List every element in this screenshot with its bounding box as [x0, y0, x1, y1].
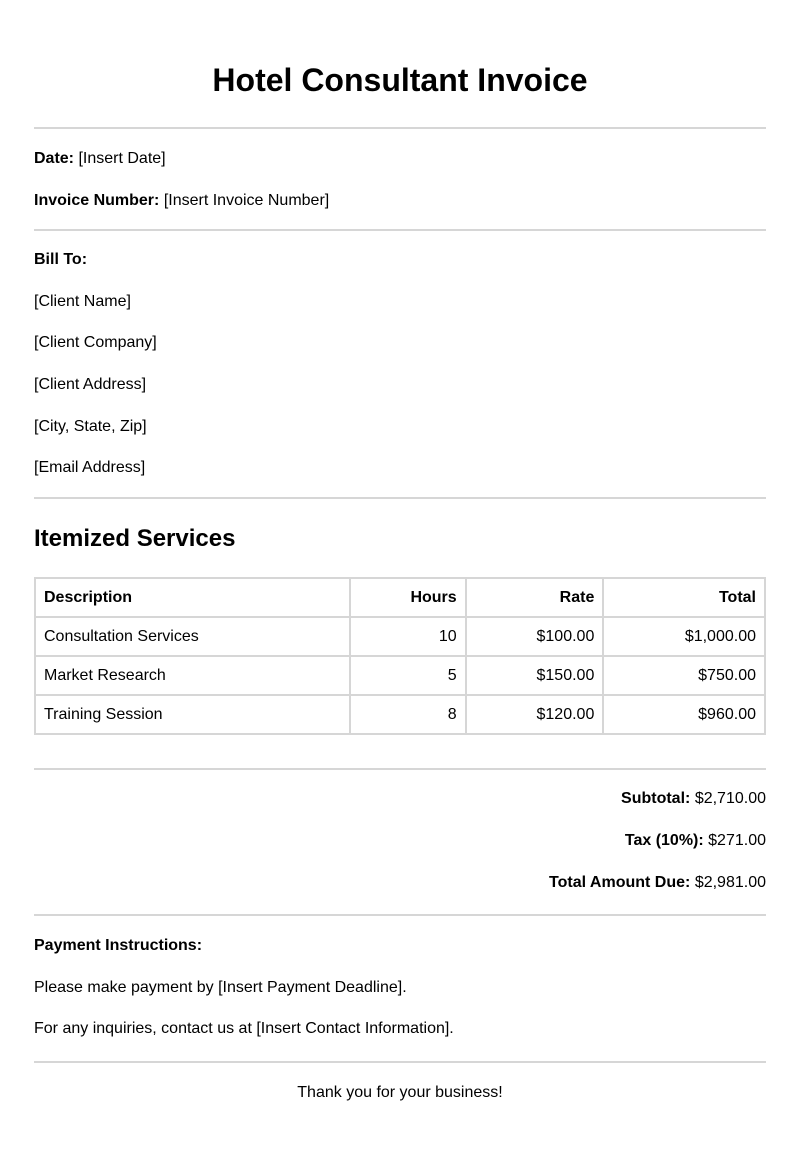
- table-row: [35, 695, 765, 734]
- divider: [34, 914, 766, 916]
- column-header-description: Description: [35, 578, 350, 617]
- tax-label: Tax (10%):: [624, 832, 704, 849]
- cell-hours: 10: [350, 617, 466, 656]
- bill-to-label-text: Bill To:: [34, 251, 88, 268]
- cell-rate: $150.00: [466, 656, 604, 695]
- table-header-row: [35, 578, 765, 617]
- date-label: Date:: [34, 150, 75, 167]
- subtotal-line: [621, 789, 766, 809]
- subtotal-label: Subtotal:: [621, 790, 691, 807]
- date-line: [34, 149, 166, 169]
- total-due-line: [549, 873, 766, 893]
- contact-info-text: For any inquiries, contact us at [Insert Contact Information].: [34, 1020, 454, 1037]
- cell-description: Market Research: [35, 656, 350, 695]
- divider: [34, 497, 766, 499]
- thank-you-footer: Thank you for your business!: [297, 1084, 503, 1101]
- column-header-hours: Hours: [350, 578, 466, 617]
- divider: [34, 1061, 766, 1063]
- services-heading: Itemized Services: [34, 525, 236, 552]
- client-name: [Client Name]: [34, 293, 131, 310]
- invoice-number-value: [Insert Invoice Number]: [163, 192, 330, 209]
- cell-description: Training Session: [35, 695, 350, 734]
- services-table: [34, 577, 766, 735]
- client-email: [Email Address]: [34, 459, 146, 476]
- divider: [34, 127, 766, 129]
- date-value: [Insert Date]: [78, 150, 166, 167]
- subtotal-value: $2,710.00: [694, 790, 766, 807]
- total-due-value: $2,981.00: [694, 874, 766, 891]
- table-row: [35, 656, 765, 695]
- client-city-state-zip: [City, State, Zip]: [34, 418, 147, 435]
- total-due-label: Total Amount Due:: [549, 874, 691, 891]
- client-company: [Client Company]: [34, 334, 157, 351]
- bill-to-label: [34, 250, 87, 270]
- tax-line: [625, 831, 766, 851]
- cell-rate: $120.00: [466, 695, 604, 734]
- cell-total: $750.00: [603, 656, 765, 695]
- invoice-title: Hotel Consultant Invoice: [212, 62, 588, 98]
- cell-total: $960.00: [603, 695, 765, 734]
- cell-rate: $100.00: [466, 617, 604, 656]
- invoice-number-line: [34, 191, 329, 211]
- cell-hours: 8: [350, 695, 466, 734]
- payment-instructions-label: [34, 936, 202, 956]
- cell-total: $1,000.00: [603, 617, 765, 656]
- column-header-total: Total: [603, 578, 765, 617]
- cell-hours: 5: [350, 656, 466, 695]
- invoice-number-label: Invoice Number:: [34, 192, 160, 209]
- divider: [34, 229, 766, 231]
- table-row: [35, 617, 765, 656]
- cell-description: Consultation Services: [35, 617, 350, 656]
- payment-instructions-label-text: Payment Instructions:: [34, 937, 203, 954]
- divider: [34, 768, 766, 770]
- payment-deadline-text: Please make payment by [Insert Payment Deadline].: [34, 979, 407, 996]
- client-address: [Client Address]: [34, 376, 147, 393]
- tax-value: $271.00: [708, 832, 766, 849]
- column-header-rate: Rate: [466, 578, 604, 617]
